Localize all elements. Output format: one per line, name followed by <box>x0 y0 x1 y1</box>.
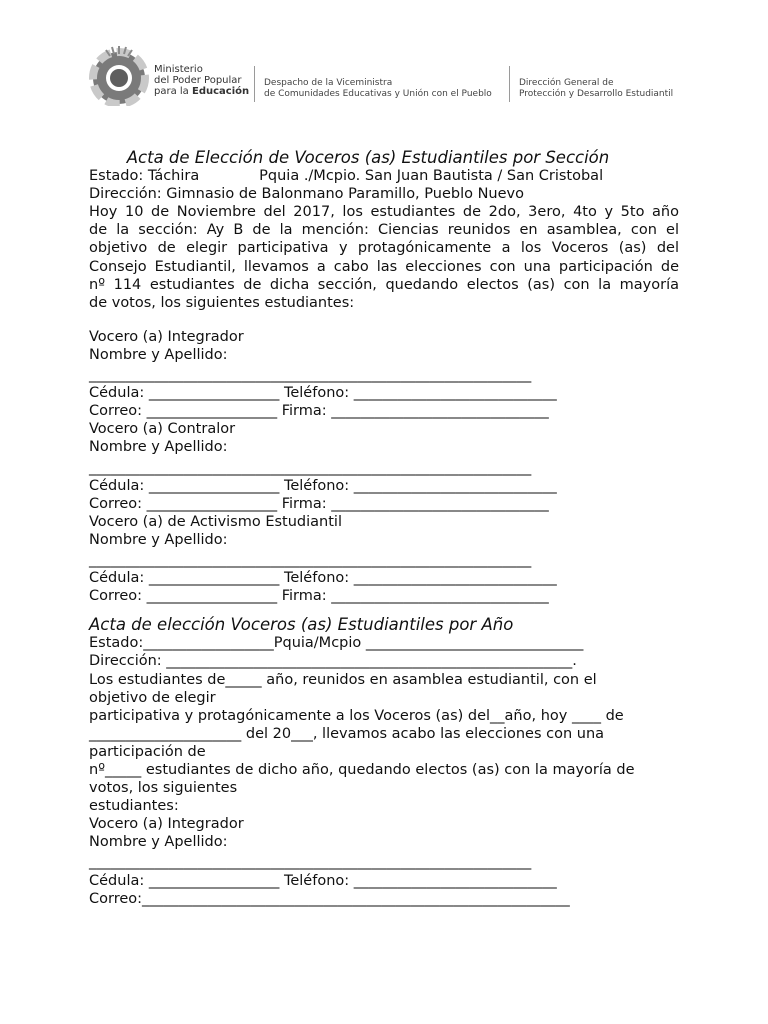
paragraph-line: votos, los siguientes <box>89 780 238 797</box>
correo-firma-line: Correo: __________________ Firma: ______________________________ <box>89 495 549 512</box>
paragraph-line: estudiantes: <box>89 798 179 815</box>
paragraph-line: Hoy 10 de Noviembre del 2017, los estudiantes de 2do, 3ero, 4to y 5to año <box>89 204 679 221</box>
section-title: Acta de Elección de Voceros (as) Estudiantiles por Sección <box>126 148 610 167</box>
vocero-role: Vocero (a) Integrador <box>89 328 244 345</box>
cedula-telefono-line: Cédula: __________________ Teléfono: ____________________________ <box>89 477 557 494</box>
paragraph-line: objetivo de elegir <box>89 689 216 706</box>
header-divider <box>509 66 510 102</box>
paragraph-line: objetivo de elegir participativa y protagónicamente a los Voceros (as) del <box>89 240 679 257</box>
vocero-role: Vocero (a) Integrador <box>89 816 244 833</box>
header-divider <box>254 66 255 102</box>
org-ministry: Ministerio del Poder Popular para la Educación <box>154 64 250 97</box>
correo-line: Correo:___________________________________________________________ <box>89 890 570 907</box>
vocero-role: Vocero (a) de Activismo Estudiantil <box>89 513 342 530</box>
paragraph-line: Consejo Estudiantil, llevamos a cabo las elecciones con una participación de <box>89 258 679 275</box>
org-despacho: Despacho de la Viceministra de Comunidades Educativas y Unión con el Pueblo <box>264 78 492 99</box>
nombre-label: Nombre y Apellido: <box>89 346 228 363</box>
estado-blank-line: Estado:__________________Pquia/Mcpio ______________________________ <box>89 635 584 652</box>
vocero-role: Vocero (a) Contralor <box>89 421 236 438</box>
nombre-blank: _____________________________________________________________ <box>89 367 532 384</box>
nombre-blank: _____________________________________________________________ <box>89 854 532 871</box>
nombre-label: Nombre y Apellido: <box>89 531 228 548</box>
letterhead <box>88 42 684 114</box>
paragraph-line: de votos, los siguientes estudiantes: <box>89 294 355 311</box>
direccion-line: Dirección: Gimnasio de Balonmano Paramillo, Pueblo Nuevo <box>89 186 524 203</box>
cedula-telefono-line: Cédula: __________________ Teléfono: ____________________________ <box>89 385 557 402</box>
paragraph-line: de la sección: Ay B de la mención: Ciencias reunidos en asamblea, con el <box>89 222 679 239</box>
paragraph-line: participativa y protagónicamente a los Voceros (as) del__año, hoy ____ de <box>89 707 624 724</box>
section-title: Acta de elección Voceros (as) Estudiantiles por Año <box>89 615 514 635</box>
correo-firma-line: Correo: __________________ Firma: ______________________________ <box>89 403 549 420</box>
paragraph-line: participación de <box>89 743 206 760</box>
correo-firma-line: Correo: __________________ Firma: ______________________________ <box>89 588 549 605</box>
nombre-blank: _____________________________________________________________ <box>89 551 532 568</box>
nombre-label: Nombre y Apellido: <box>89 439 228 456</box>
document-body <box>89 149 679 908</box>
direccion-blank-line: Dirección: ________________________________________________________. <box>89 653 577 670</box>
cedula-telefono-line: Cédula: __________________ Teléfono: ____________________________ <box>89 570 557 587</box>
nombre-blank: _____________________________________________________________ <box>89 459 532 476</box>
paragraph-line: nº_____ estudiantes de dicho año, quedando electos (as) con la mayoría de <box>89 762 635 778</box>
org-direccion: Dirección General de Protección y Desarrollo Estudiantil <box>519 78 674 99</box>
paragraph-line: nº 114 estudiantes de dicha sección, quedando electos (as) con la mayoría <box>89 276 679 293</box>
nombre-label: Nombre y Apellido: <box>89 834 228 851</box>
estado-line: Estado: Táchira Pquia ./Mcpio. San Juan Bautista / San Cristobal <box>89 168 604 185</box>
cedula-telefono-line: Cédula: __________________ Teléfono: ____________________________ <box>89 872 557 889</box>
paragraph-line: _____________________ del 20___, llevamos acabo las elecciones con una <box>89 725 605 742</box>
ministry-logo <box>88 44 150 106</box>
paragraph-line: Los estudiantes de_____ año, reunidos en asamblea estudiantil, con el <box>89 671 597 688</box>
